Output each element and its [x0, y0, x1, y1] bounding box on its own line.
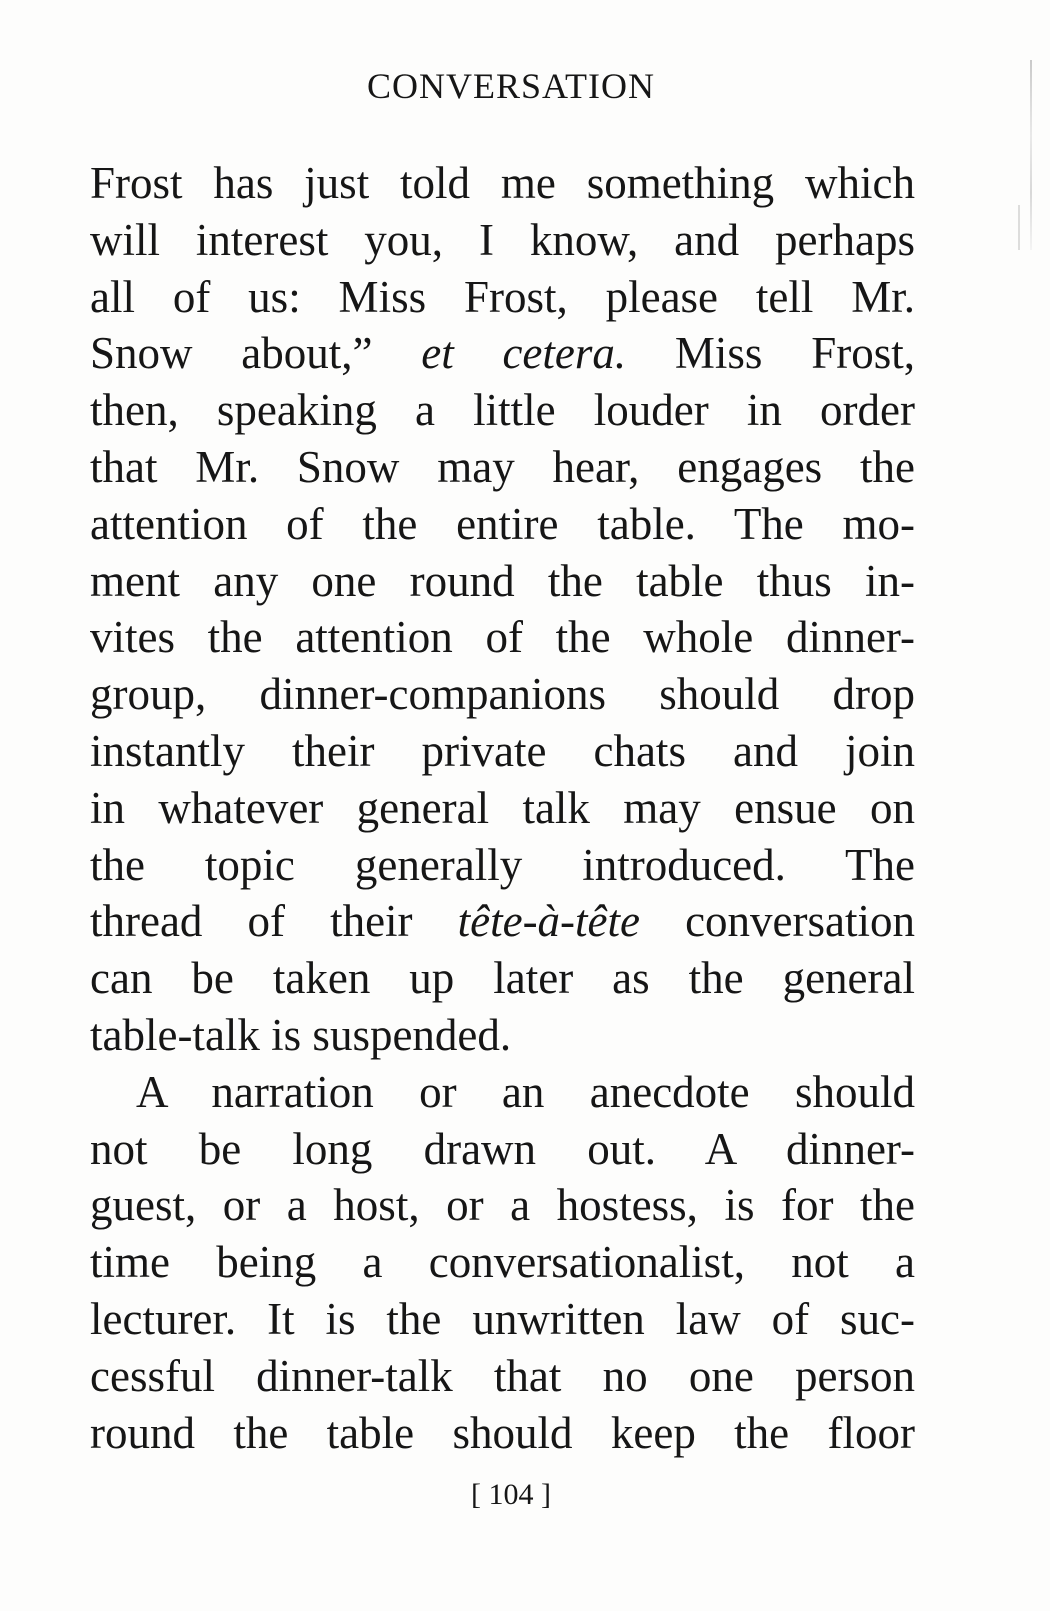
text-line: lecturer. It is the unwritten law of suc-: [90, 1293, 915, 1344]
text-segment: Snow about,”: [90, 328, 422, 379]
text-line: then, speaking a little louder in order: [90, 385, 915, 436]
text-line: will interest you, I know, and perhaps: [90, 214, 915, 265]
text-line: time being a conversationalist, not a: [90, 1237, 915, 1288]
italic-phrase: et cetera.: [421, 328, 627, 379]
text-line: the topic generally introduced. The: [90, 839, 915, 890]
text-line: [90, 325, 915, 382]
text-line: [90, 893, 915, 950]
text-segment: thread of their: [90, 896, 458, 947]
text-line: round the table should keep the floor: [90, 1407, 915, 1458]
text-line: in whatever general talk may ensue on: [90, 782, 915, 833]
text-segment: Miss Frost,: [626, 328, 915, 379]
running-head: CONVERSATION: [366, 66, 655, 106]
text-line: ment any one round the table thus in-: [90, 555, 915, 606]
page-edge-mark: [1030, 60, 1032, 250]
page-edge-mark: [1018, 205, 1020, 250]
body-text: [90, 155, 915, 1461]
text-line: cessful dinner-talk that no one person: [90, 1350, 915, 1401]
text-line: instantly their private chats and join: [90, 725, 915, 776]
text-segment: conversation: [640, 896, 915, 947]
text-line: vites the attention of the whole dinner-: [90, 612, 915, 663]
text-line: Frost has just told me something which: [90, 158, 915, 208]
text-line: guest, or a host, or a hostess, is for the: [90, 1180, 915, 1231]
text-line: not be long drawn out. A dinner-: [90, 1123, 915, 1174]
italic-phrase: tête-à-tête: [457, 896, 640, 947]
text-line: attention of the entire table. The mo-: [90, 498, 915, 549]
page-number: [ 104 ]: [471, 1478, 551, 1511]
text-line: that Mr. Snow may hear, engages the: [90, 441, 915, 492]
text-line: all of us: Miss Frost, please tell Mr.: [90, 271, 915, 322]
text-line: table-talk is suspended.: [90, 1009, 512, 1060]
text-line: A narration or an anecdote should: [136, 1066, 915, 1117]
text-line: group, dinner-companions should drop: [90, 669, 915, 720]
text-line: can be taken up later as the general: [90, 953, 915, 1004]
